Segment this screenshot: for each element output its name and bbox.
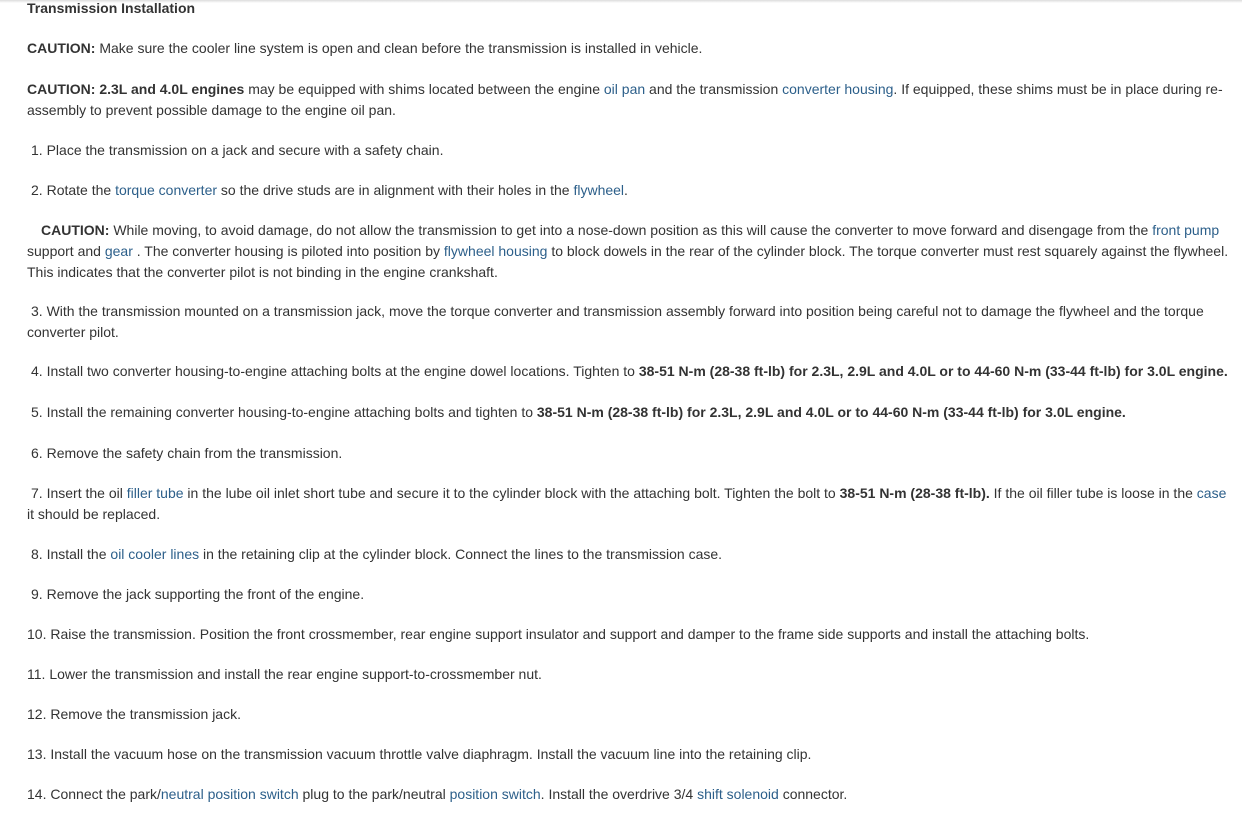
step-number: 9.: [31, 586, 43, 602]
link-flywheel[interactable]: flywheel: [573, 182, 625, 198]
step-text: Install two converter housing-to-engine attaching bolts at the engine dowel locations. Tighten to: [46, 363, 639, 379]
step-text: Insert the oil: [46, 485, 127, 501]
step-text: connector.: [778, 786, 848, 802]
step-3: [27, 301, 1204, 343]
step-text: Remove the jack supporting the front of the engine.: [46, 586, 365, 602]
link-torque-converter[interactable]: torque converter: [115, 182, 218, 198]
torque-spec: 38-51 N-m (28-38 ft-lb) for 2.3L, 2.9L and 4.0L or to 44-60 N-m (33-44 ft-lb) for 3.0L engine.: [638, 363, 1228, 379]
step-13: [27, 744, 811, 765]
step-text: Install the: [46, 546, 111, 562]
step-number: 4.: [31, 363, 43, 379]
step-number: 14.: [27, 786, 47, 802]
step-text: in the lube oil inlet short tube and secure it to the cylinder block with the attaching bolt. Tighten the bolt to: [183, 485, 840, 501]
step-text: Rotate the: [46, 182, 116, 198]
caution-text: support and: [27, 243, 105, 259]
caution-label: CAUTION:: [27, 40, 96, 56]
step-text: .: [624, 182, 628, 198]
step-number: 12.: [27, 706, 47, 722]
step-number: 11.: [27, 666, 46, 682]
step-text: . Install the overdrive 3/4: [540, 786, 698, 802]
step-number: 3.: [31, 303, 43, 319]
torque-spec: 38-51 N-m (28-38 ft-lb).: [839, 485, 990, 501]
step-11: [27, 664, 542, 685]
step-text: If the oil filler tube is loose in the: [989, 485, 1197, 501]
link-position-switch[interactable]: position switch: [449, 786, 541, 802]
caution-text: . If equipped, these shims must be in place during re-: [893, 81, 1223, 97]
page-title: Transmission Installation: [27, 0, 196, 16]
caution-text: While moving, to avoid damage, do not allow the transmission to get into a nose-down position as this will cause the converter to move forward and disengage from the: [109, 222, 1153, 238]
step-2: [31, 180, 628, 201]
torque-spec: 38-51 N-m (28-38 ft-lb) for 2.3L, 2.9L and 4.0L or to 44-60 N-m (33-44 ft-lb) for 3.0L engine.: [536, 404, 1126, 420]
caution-text: Make sure the cooler line system is open and clean before the transmission is installed in vehicle.: [95, 40, 703, 56]
link-gear[interactable]: gear: [104, 243, 133, 259]
link-front-pump[interactable]: front pump: [1152, 222, 1220, 238]
link-converter-housing[interactable]: converter housing: [782, 81, 894, 97]
step-number: 5.: [31, 404, 43, 420]
step-text: so the drive studs are in alignment with their holes in the: [217, 182, 574, 198]
step-text: With the transmission mounted on a transmission jack, move the torque converter and transmission assembly forward into position being careful not to damage the flywheel and the torque: [46, 303, 1204, 319]
caution-shims: [27, 79, 1223, 121]
step-text: Connect the park/: [50, 786, 161, 802]
caution-text: assembly to prevent possible damage to the engine oil pan.: [27, 102, 396, 118]
step-7: [27, 483, 1226, 525]
step-14: [27, 784, 847, 805]
caution-text: This indicates that the converter pilot is not binding in the engine crankshaft.: [27, 264, 498, 280]
caution-text: may be equipped with shims located between the engine: [244, 81, 604, 97]
caution-text: and the transmission: [645, 81, 783, 97]
link-oil-cooler-lines[interactable]: oil cooler lines: [110, 546, 200, 562]
link-oil-pan[interactable]: oil pan: [603, 81, 646, 97]
step-12: [27, 704, 241, 725]
step-text: Install the remaining converter housing-to-engine attaching bolts and tighten to: [46, 404, 537, 420]
caution-text: . The converter housing is piloted into position by: [132, 243, 444, 259]
step-number: 6.: [31, 445, 43, 461]
step-text: plug to the park/neutral: [298, 786, 450, 802]
step-5: [31, 402, 1126, 423]
caution-cooler-line: [27, 38, 702, 59]
link-shift-solenoid[interactable]: shift solenoid: [697, 786, 779, 802]
step-10: [27, 624, 1089, 645]
step-text: Remove the safety chain from the transmission.: [46, 445, 343, 461]
link-case[interactable]: case: [1196, 485, 1227, 501]
link-flywheel-housing[interactable]: flywheel housing: [443, 243, 548, 259]
step-text: converter pilot.: [27, 324, 119, 340]
link-neutral-position-switch[interactable]: neutral position switch: [160, 786, 299, 802]
step-text: Remove the transmission jack.: [50, 706, 241, 722]
step-4: [31, 361, 1228, 382]
step-number: 8.: [31, 546, 43, 562]
step-text: Place the transmission on a jack and secure with a safety chain.: [46, 142, 444, 158]
step-number: 2.: [31, 182, 43, 198]
step-text: it should be replaced.: [27, 506, 161, 522]
link-filler-tube[interactable]: filler tube: [126, 485, 184, 501]
step-text: Raise the transmission. Position the front crossmember, rear engine support insulator and support and damper to the frame side supports and install the attaching bolts.: [50, 626, 1090, 642]
step-6: [31, 443, 342, 464]
step-8: [31, 544, 722, 565]
caution-text: to block dowels in the rear of the cylinder block. The torque converter must rest squarely against the flywheel.: [547, 243, 1229, 259]
step-number: 13.: [27, 746, 47, 762]
step-number: 7.: [31, 485, 43, 501]
step-1: [31, 140, 443, 161]
step-number: 1.: [31, 142, 43, 158]
step-9: [31, 584, 364, 605]
step-text: Lower the transmission and install the rear engine support-to-crossmember nut.: [49, 666, 542, 682]
step-text: in the retaining clip at the cylinder block. Connect the lines to the transmission case.: [199, 546, 723, 562]
caution-label: CAUTION:: [41, 222, 110, 238]
caution-nose-down: [27, 220, 1228, 283]
caution-label: CAUTION: 2.3L and 4.0L engines: [27, 81, 245, 97]
step-text: Install the vacuum hose on the transmission vacuum throttle valve diaphragm. Install the vacuum line into the retaining clip.: [50, 746, 812, 762]
step-number: 10.: [27, 626, 47, 642]
